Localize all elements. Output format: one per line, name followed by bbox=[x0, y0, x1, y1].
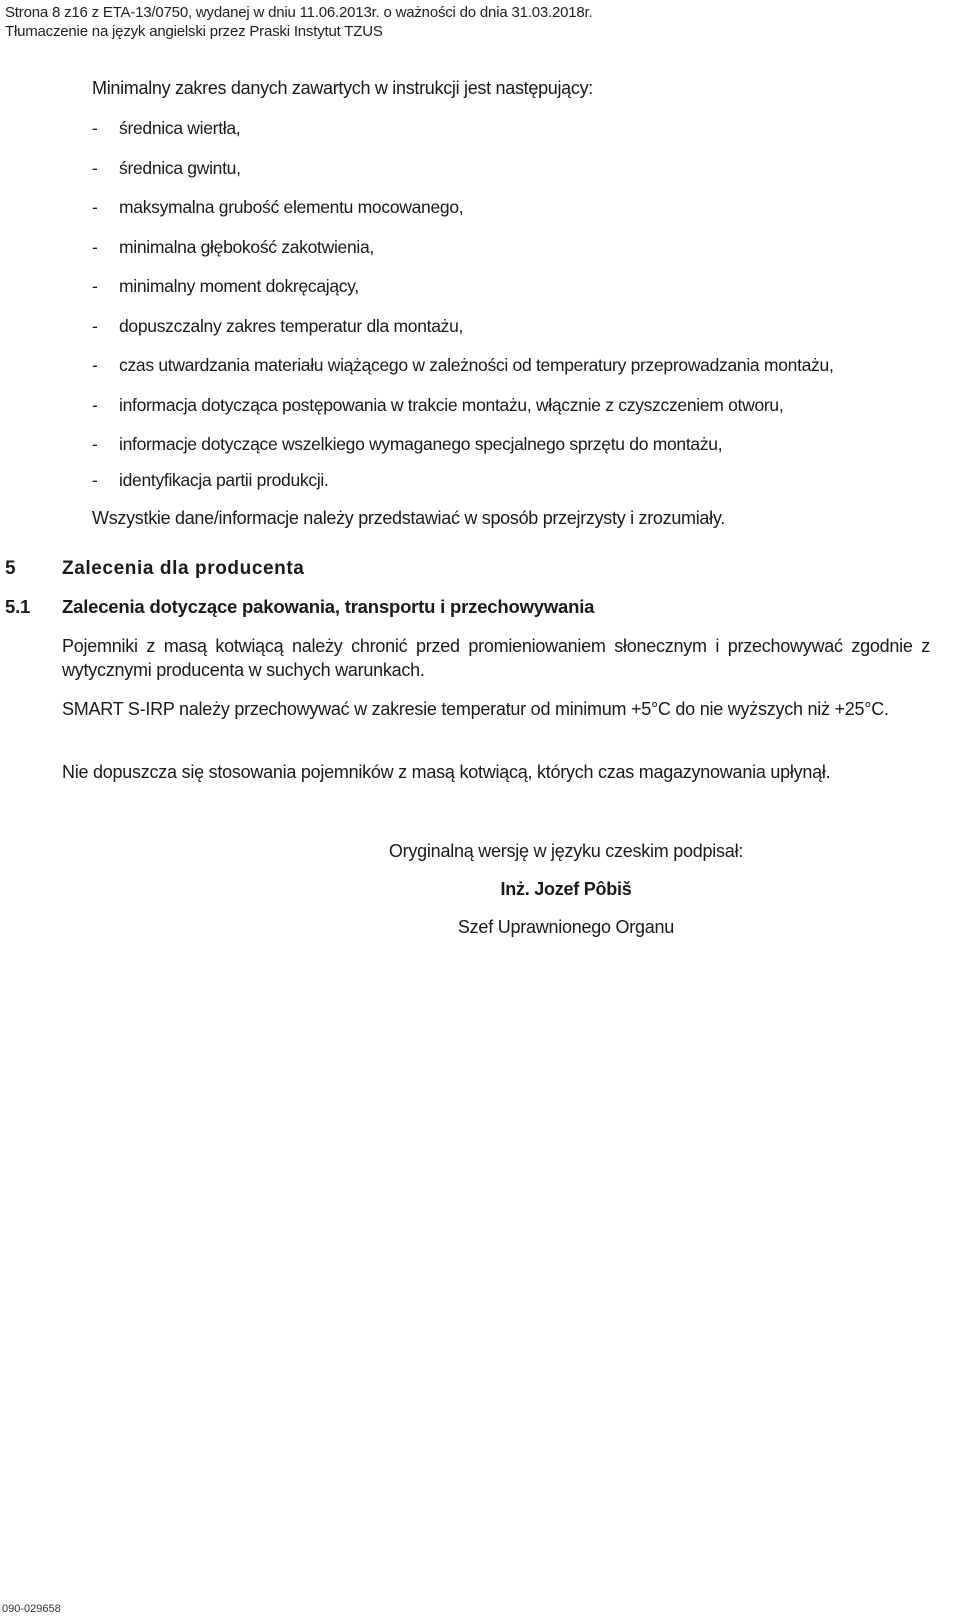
list-item bbox=[92, 433, 834, 469]
signatory-role: Szef Uprawnionego Organu bbox=[457, 917, 675, 937]
bullet-dash: - bbox=[92, 236, 98, 257]
bullet-dash: - bbox=[92, 276, 98, 296]
list-item-text: średnica gwintu, bbox=[119, 157, 241, 178]
section-title: Zalecenia dla producenta bbox=[62, 558, 305, 579]
subsection-heading bbox=[5, 595, 594, 619]
bullet-dash: - bbox=[92, 197, 98, 217]
subsection-title: Zalecenia dotyczące pakowania, transportu i przechowywania bbox=[62, 596, 595, 617]
list-item bbox=[92, 117, 834, 157]
bullet-dash: - bbox=[92, 434, 98, 454]
subsection-number: 5.1 bbox=[5, 596, 31, 617]
list-item-text: minimalna głębokość zakotwienia, bbox=[119, 236, 374, 257]
signature-label: Oryginalną wersję w języku czeskim podpisał: bbox=[388, 841, 744, 861]
list-item bbox=[92, 236, 834, 276]
bullet-dash: - bbox=[92, 157, 98, 178]
running-header bbox=[5, 3, 592, 41]
list-item-text: czas utwardzania materiału wiążącego w zależności od temperatury przeprowadzania montażu, bbox=[119, 355, 834, 375]
bullet-dash: - bbox=[92, 315, 98, 336]
list-item-text: informacje dotyczące wszelkiego wymaganego specjalnego sprzętu do montażu, bbox=[119, 434, 723, 454]
section-number: 5 bbox=[5, 558, 17, 579]
bullet-dash: - bbox=[92, 470, 98, 490]
list-item-text: minimalny moment dokręcający, bbox=[119, 276, 359, 296]
storage-paragraph-3: Nie dopuszcza się stosowania pojemników z masą kotwiącą, których czas magazynowania upłynął. bbox=[62, 762, 831, 782]
bullet-dash: - bbox=[92, 394, 98, 415]
list-item-text: dopuszczalny zakres temperatur dla montażu, bbox=[119, 315, 464, 336]
header-translation-note: Tłumaczenie na język angielski przez Praski Instytut TZUS bbox=[5, 23, 383, 40]
summary-text: Wszystkie dane/informacje należy przedstawiać w sposób przejrzysty i zrozumiały. bbox=[92, 508, 725, 528]
list-item-text: identyfikacja partii produkcji. bbox=[119, 470, 329, 490]
list-item bbox=[92, 394, 834, 434]
document-code: 090-029658 bbox=[2, 1603, 61, 1615]
section-heading bbox=[5, 557, 304, 581]
list-item-text: informacja dotycząca postępowania w trakcie montażu, włącznie z czyszczeniem otworu, bbox=[119, 394, 784, 415]
list-item bbox=[92, 275, 834, 315]
list-item-text: średnica wiertła, bbox=[119, 118, 241, 138]
bullet-dash: - bbox=[92, 118, 98, 138]
requirements-list bbox=[92, 117, 834, 505]
storage-paragraph-1: Pojemniki z masą kotwiącą należy chronić przed promieniowaniem słonecznym i przechowywać zgodnie z wytycznymi producenta w suchych warunkach. bbox=[62, 636, 930, 680]
intro-text: Minimalny zakres danych zawartych w instrukcji jest następujący: bbox=[92, 78, 593, 98]
list-item bbox=[92, 354, 834, 394]
list-item bbox=[92, 469, 834, 505]
bullet-dash: - bbox=[92, 355, 98, 375]
signatory-name: Inż. Jozef Pôbiš bbox=[500, 879, 632, 899]
storage-paragraph-2: SMART S-IRP należy przechowywać w zakresie temperatur od minimum +5°C do nie wyższych niż +25°C. bbox=[62, 699, 889, 719]
list-item bbox=[92, 196, 834, 236]
list-item bbox=[92, 157, 834, 197]
list-item-text: maksymalna grubość elementu mocowanego, bbox=[119, 197, 464, 217]
header-page-info: Strona 8 z16 z ETA-13/0750, wydanej w dniu 11.06.2013r. o ważności do dnia 31.03.2018r. bbox=[5, 4, 593, 21]
list-item bbox=[92, 315, 834, 355]
